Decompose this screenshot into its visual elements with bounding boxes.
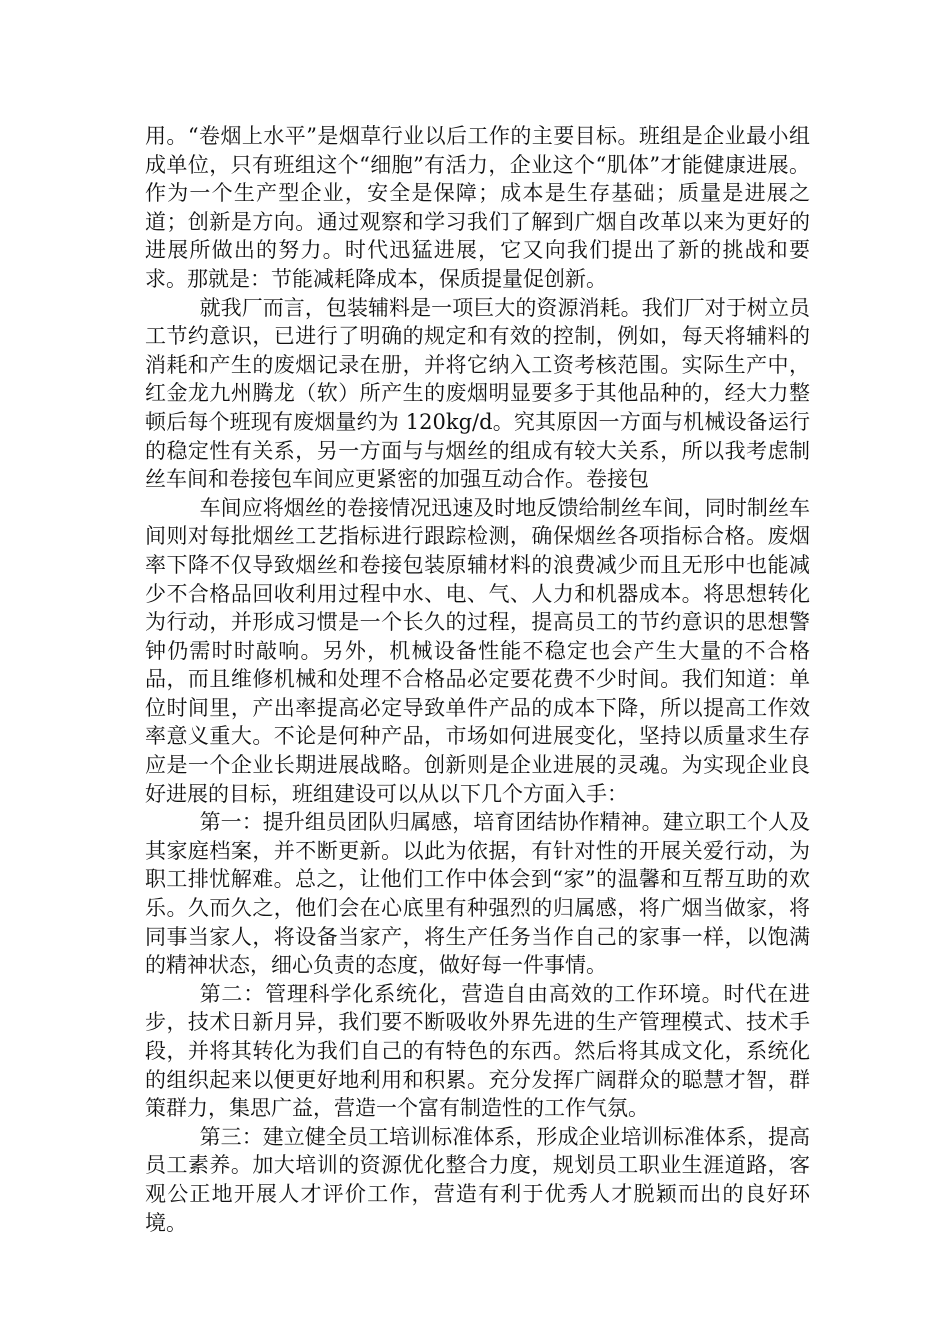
paragraph-continuation: 用。“卷烟上水平”是烟草行业以后工作的主要目标。班组是企业最小组成单位，只有班组这个“细胞”有活力，企业这个“肌体”才能健康进展。作为一个生产型企业，安全是保障；成本是生存基础；质量是进展之道；创新是方向。通过观察和学习我们了解到广烟自改革以来为更好的进展所做出的努力。时代迅猛进展，它又向我们提出了新的挑战和要求。那就是：节能减耗降成本，保质提量促创新。 <box>145 124 810 291</box>
paragraph-point-one: 第一：提升组员团队归属感，培育团结协作精神。建立职工个人及其家庭档案，并不断更新。以此为依据，有针对性的开展关爱行动，为职工排忧解难。总之，让他们工作中体会到“家”的温馨和互帮互助的欢乐。久而久之，他们会在心底里有种强烈的归属感，将广烟当做家，将同事当家人，将设备当家产，将生产任务当作自己的家事一样，以饱满的精神状态，细心负责的态度，做好每一件事情。 <box>145 810 810 978</box>
document-page <box>145 122 810 1237</box>
paragraph-workshop-feedback: 车间应将烟丝的卷接情况迅速及时地反馈给制丝车间，同时制丝车间则对每批烟丝工艺指标进行跟踪检测，确保烟丝各项指标合格。废烟率下降不仅导致烟丝和卷接包装原辅材料的浪费减少而且无形中也能减少不合格品回收利用过程中水、电、气、人力和机器成本。将思想转化为行动，并形成习惯是一个长久的过程，提高员工的节约意识的思想警钟仍需时时敲响。另外，机械设备性能不稳定也会产生大量的不合格品，而且维修机械和处理不合格品必定要花费不少时间。我们知道：单位时间里，产出率提高必定导致单件产品的成本下降，所以提高工作效率意义重大。不论是何种产品，市场如何进展变化，坚持以质量求生存应是一个企业长期进展战略。创新则是企业进展的灵魂。为实现企业良好进展的目标，班组建设可以从以下几个方面入手： <box>145 495 810 806</box>
paragraph-point-two: 第二：管理科学化系统化，营造自由高效的工作环境。时代在进步，技术日新月异，我们要不断吸收外界先进的生产管理模式、技术手段，并将其转化为我们自己的有特色的东西。然后将其成文化，系统化的组织起来以便更好地利用和积累。充分发挥广阔群众的聪慧才智，群策群力，集思广益，营造一个富有制造性的工作气氛。 <box>145 981 810 1121</box>
paragraph-point-three: 第三：建立健全员工培训标准体系，形成企业培训标准体系，提高员工素养。加大培训的资源优化整合力度，规划员工职业生涯道路，客观公正地开展人才评价工作，营造有利于优秀人才脱颖而出的良好环境。 <box>145 1124 810 1235</box>
paragraph-packaging-consumption: 就我厂而言，包装辅料是一项巨大的资源消耗。我们厂对于树立员工节约意识，已进行了明确的规定和有效的控制，例如，每天将辅料的消耗和产生的废烟记录在册，并将它纳入工资考核范围。实际生产中，红金龙九州腾龙（软）所产生的废烟明显要多于其他品种的，经大力整顿后每个班现有废烟量约为 120kg/d。究其原因一方面与机械设备运行的稳定性有关系，另一方面与与烟丝的组成有较大关系，所以我考虑制丝车间和卷接包车间应更紧密的加强互动合作。卷接包 <box>145 295 810 492</box>
